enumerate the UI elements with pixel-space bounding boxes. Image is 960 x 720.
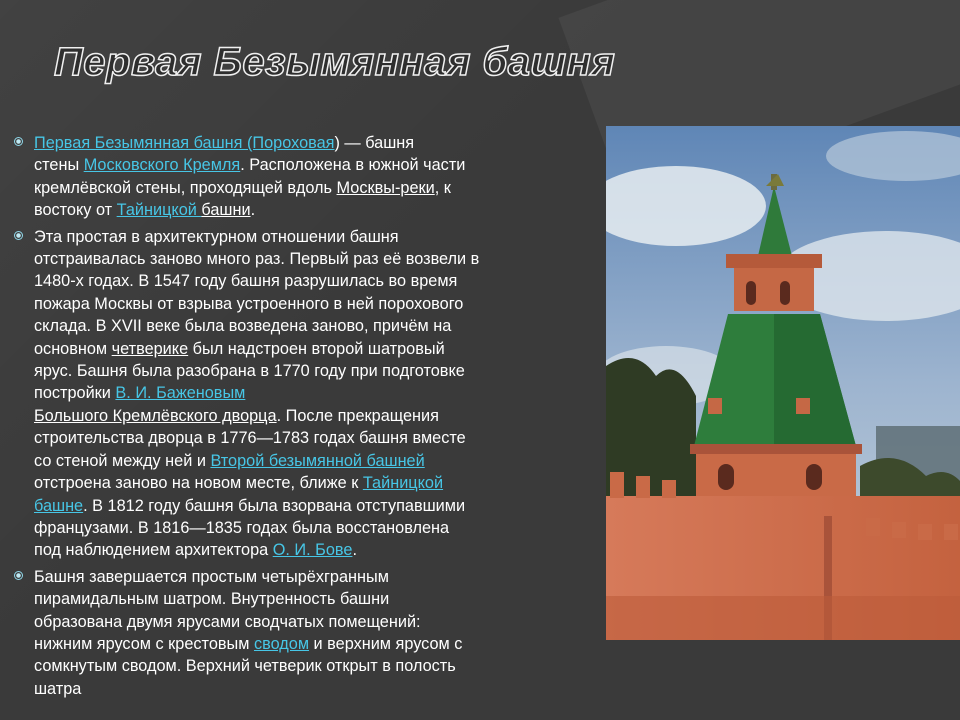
text: . bbox=[250, 201, 256, 220]
link-second-tower[interactable]: Второй безымянной башней bbox=[210, 451, 425, 470]
bullet-icon bbox=[14, 231, 23, 240]
text: склада. В XVII веке была возведена заново, причём на bbox=[34, 317, 452, 336]
text: Башня завершается простым четырёхгранным bbox=[34, 567, 389, 586]
text: был надстроен второй шатровый bbox=[188, 339, 445, 358]
text: шатра bbox=[34, 679, 82, 698]
kremlin-tower-photo-icon bbox=[606, 126, 960, 640]
text: кремлёвской стены, проходящей вдоль bbox=[34, 178, 337, 197]
bullet-list bbox=[14, 132, 554, 712]
text: ярус. Башня была разобрана в 1770 году при подготовке bbox=[34, 362, 465, 381]
text: . bbox=[352, 541, 357, 560]
bullet-item-2 bbox=[14, 226, 554, 562]
bullet-item-1 bbox=[14, 132, 554, 222]
link-chetverik[interactable]: четверике bbox=[111, 339, 189, 358]
text: . Расположена в южной части bbox=[240, 156, 466, 175]
link-tainitskaya-2[interactable]: Тайницкой bbox=[362, 474, 444, 493]
text: . В 1812 году башня была взорвана отступавшими bbox=[83, 496, 466, 515]
link-moskva-river[interactable]: Москвы-реки bbox=[336, 178, 435, 197]
link-bazhenov[interactable]: В. И. Баженовым bbox=[115, 384, 246, 403]
link-kremlin[interactable]: Московского Кремля bbox=[83, 156, 241, 175]
text: востоку от bbox=[34, 201, 117, 220]
text: строительства дворца в 1776—1783 годах башня вместе bbox=[34, 429, 466, 448]
text: пожара Москвы от взрыва устроенного в ней порохового bbox=[34, 294, 464, 313]
link-kremlin-palace[interactable]: Большого Кремлёвского дворца bbox=[34, 406, 277, 425]
text: и верхним ярусом с bbox=[309, 634, 463, 653]
bullet-icon bbox=[14, 571, 23, 580]
text: стены bbox=[34, 156, 84, 175]
text: со стеной между ней и bbox=[34, 451, 211, 470]
link-tower[interactable]: Первая Безымянная башня (Пороховая bbox=[34, 134, 335, 152]
bullet-icon bbox=[14, 137, 23, 146]
text: . После прекращения bbox=[276, 406, 439, 425]
text: Эта простая в архитектурном отношении башня bbox=[34, 227, 399, 246]
text: пирамидальным шатром. Внутренность башни bbox=[34, 590, 390, 609]
slide-title: Первая Безымянная башня bbox=[54, 40, 616, 84]
text: постройки bbox=[34, 384, 116, 403]
text: нижним ярусом с крестовым bbox=[34, 634, 254, 653]
text: ) — башня bbox=[334, 134, 415, 152]
link-bashne[interactable]: башне bbox=[34, 496, 84, 515]
text: основном bbox=[34, 339, 112, 358]
link-bove[interactable]: О. И. Бове bbox=[272, 541, 353, 560]
text: образована двумя ярусами сводчатых помещений: bbox=[34, 612, 421, 631]
bullet-item-3 bbox=[14, 566, 554, 700]
text: сомкнутым сводом. Верхний четверик открыт в полость bbox=[34, 657, 456, 676]
link-tainitskaya[interactable]: Тайницкой bbox=[116, 201, 202, 220]
text: французами. В 1816—1835 годах была восстановлена bbox=[34, 518, 450, 537]
link-svod[interactable]: сводом bbox=[253, 634, 310, 653]
text: под наблюдением архитектора bbox=[34, 541, 273, 560]
link-bashni[interactable]: башни bbox=[201, 201, 251, 220]
text: , к bbox=[434, 178, 451, 197]
text: отстраивалась заново много раз. Первый раз её возвели в bbox=[34, 250, 480, 269]
text: 1480-х годах. В 1547 году башня разрушилась во время bbox=[34, 272, 458, 291]
text: отстроена заново на новом месте, ближе к bbox=[34, 474, 363, 493]
